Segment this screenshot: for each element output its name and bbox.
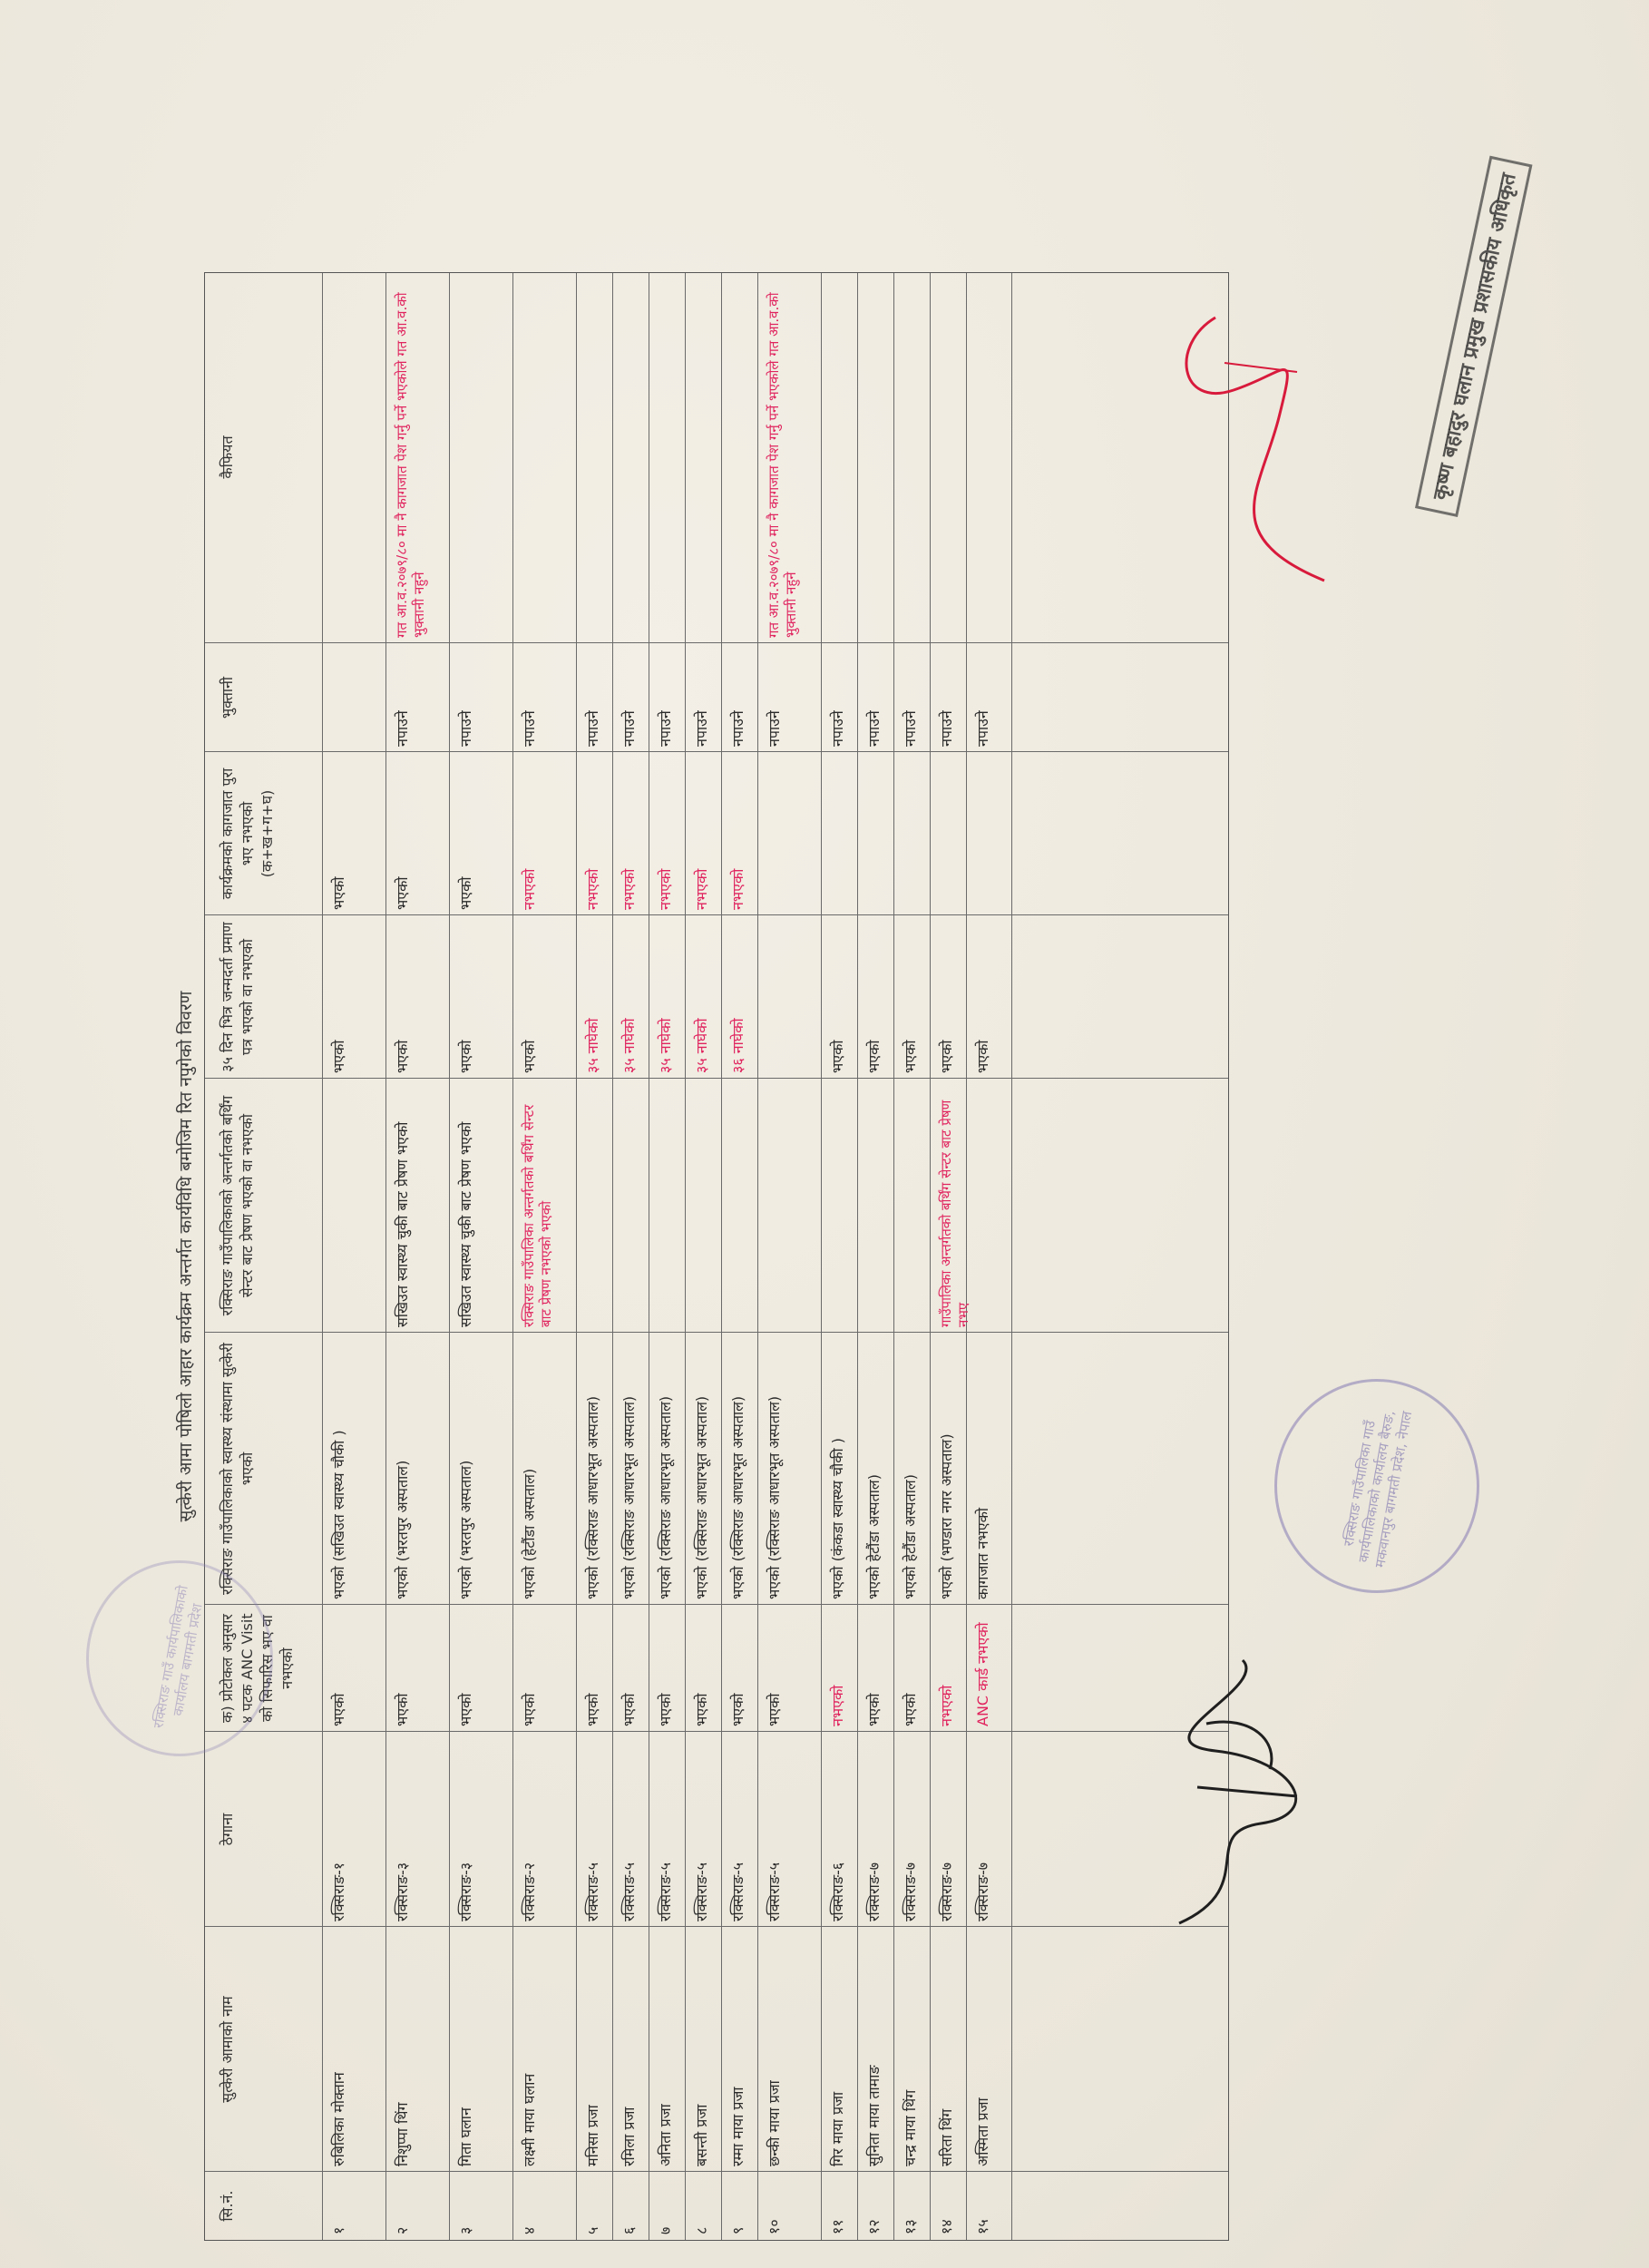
table-cell-hosp: भएको (भण्डारा नगर अस्पताल) xyxy=(938,1433,955,1599)
table-header-cell: ३५ दिन भित्र जन्मदर्ता प्रमाण पत्र भएको वा नभएको xyxy=(219,922,256,1072)
red-signature xyxy=(1161,308,1379,599)
table-cell-sn: २ xyxy=(394,2226,411,2234)
table-cell-hosp: भएको हेटौंडा अस्पताल) xyxy=(902,1474,919,1599)
table-cell-birth: भएको xyxy=(394,1040,411,1073)
table-cell-birth: भएको xyxy=(902,1040,919,1073)
table-cell-name: सुनिता माया तामाङ xyxy=(865,2065,883,2166)
table-row xyxy=(450,273,513,2240)
table-cell-anc: भएको xyxy=(729,1693,746,1726)
table-header-cell: सि.नं. xyxy=(219,2190,236,2222)
table-cell-addr: रक्सिराङ-३ xyxy=(394,1862,411,1921)
table-cell-hosp: कागजात नभएको xyxy=(974,1507,991,1599)
table-cell-anc: भएको xyxy=(865,1693,883,1726)
table-cell-sn: ४ xyxy=(521,2226,538,2234)
table-cell-docs: नभएको xyxy=(521,868,538,910)
table-cell-birth: ३५ नाघेको xyxy=(693,1018,710,1073)
table-row xyxy=(513,273,577,2240)
table-cell-birth: भएको xyxy=(457,1040,474,1073)
table-cell-pay: नपाउने xyxy=(938,710,955,747)
officer-rect-stamp: कृष्ण बहादुर घलान प्रमुख प्रशासकीय अधिकृत xyxy=(1415,155,1533,516)
table-cell-docs: नभएको xyxy=(657,868,674,910)
table-cell-addr: रक्सिराङ-२ xyxy=(521,1862,538,1921)
table-cell-anc: नभएको xyxy=(829,1685,846,1726)
table-cell-sn: ९ xyxy=(729,2226,746,2234)
table-cell-addr: रक्सिराङ-७ xyxy=(974,1862,991,1921)
table-cell-addr: रक्सिराङ-५ xyxy=(766,1862,783,1921)
table-cell-addr: रक्सिराङ-७ xyxy=(938,1862,955,1921)
table-row xyxy=(686,273,722,2240)
table-header-cell: सुत्केरी आमाको नाम xyxy=(219,1996,236,2103)
table-cell-name: रमिला प्रजा xyxy=(620,2107,638,2166)
table-cell-birth: भएको xyxy=(829,1040,846,1073)
table-cell-sn: ११ xyxy=(829,2219,846,2234)
table-cell-anc: भएको xyxy=(521,1693,538,1726)
table-row xyxy=(722,273,758,2240)
table-cell-pay: नपाउने xyxy=(729,710,746,747)
table-cell-pay: नपाउने xyxy=(657,710,674,747)
office-round-stamp-right: रक्सिराङ गाउँपालिका गाउँ कार्यपालिकाको कार्यालय बैरुङ, मकवानपुर बागमती प्रदेश, नेपाल xyxy=(1274,1379,1479,1593)
table-cell-birth: ३५ नाघेको xyxy=(657,1018,674,1073)
table-row xyxy=(822,273,858,2240)
table-cell-hosp: भएको (सखिउत स्वास्थ्य चौकी ) xyxy=(330,1430,347,1599)
table-cell-addr: रक्सिराङ-५ xyxy=(657,1862,674,1921)
table-cell-ref: रक्सिराङ गाउँपालिका अन्तर्गतको बर्थिंग सेन्टर बाट प्रेषण नभएको भएको xyxy=(521,1104,554,1327)
document-title: सुत्केरी आमा पोषिलो आहार कार्यक्रम अन्तर्गत कार्यविधि बमोजिम रित नपुगेको विवरण xyxy=(176,991,196,1522)
table-cell-pay: नपाउने xyxy=(829,710,846,747)
table-cell-anc: भएको xyxy=(902,1693,919,1726)
table-cell-hosp: भएको (रक्सिराङ आधारभूत अस्पताल) xyxy=(693,1395,710,1599)
table-row xyxy=(894,273,931,2240)
table-cell-anc: भएको xyxy=(394,1693,411,1726)
table-cell-name: गिता घलान xyxy=(457,2107,474,2166)
table-cell-addr: रक्सिराङ-५ xyxy=(620,1862,638,1921)
table-cell-pay: नपाउने xyxy=(394,710,411,747)
table-cell-pay: नपाउने xyxy=(902,710,919,747)
table-cell-name: रुबिलिका मोक्तान xyxy=(330,2072,347,2166)
table-cell-anc: नभएको xyxy=(938,1685,955,1726)
table-cell-anc: भएको xyxy=(657,1693,674,1726)
table-cell-pay: नपाउने xyxy=(584,710,601,747)
table-cell-sn: १ xyxy=(330,2226,347,2234)
table-header-cell: क) प्रोटोकल अनुसार ४ पटक ANC Visit को सिफारिस भए वा नभएको xyxy=(219,1613,296,1724)
black-signature xyxy=(1161,1651,1315,1941)
table-header-row xyxy=(205,273,323,2240)
table-cell-name: चन्द्र माया थिंग xyxy=(902,2089,919,2166)
table-header-cell: कार्यक्रमको कागजात पुरा भए नभएको (क+ख+ग+घ) xyxy=(219,767,276,900)
table-cell-hosp: भएको (भरतपुर अस्पताल) xyxy=(457,1460,474,1599)
table-row xyxy=(758,273,822,2240)
table-row xyxy=(386,273,450,2240)
table-row xyxy=(323,273,386,2240)
office-round-stamp-left: रक्सिराङ गाउँ कार्यपालिकाको कार्यालय बागमती प्रदेश xyxy=(86,1560,273,1756)
table-cell-birth: ३५ नाघेको xyxy=(584,1018,601,1073)
table-row xyxy=(967,273,1012,2240)
table-cell-hosp: भएको (हेटौंडा अस्पताल) xyxy=(521,1468,538,1599)
table-cell-sn: ३ xyxy=(457,2226,474,2234)
table-cell-anc: भएको xyxy=(693,1693,710,1726)
table-header-cell: रक्सिराङ गाउँपालिकाको अन्तर्गतको बर्थिंग सेन्टर बाट प्रेषण भएको वा नभएको xyxy=(219,1095,256,1316)
table-cell-birth: भएको xyxy=(330,1040,347,1073)
table-row xyxy=(858,273,894,2240)
table-cell-name: रम्मा माया प्रजा xyxy=(729,2087,746,2166)
table-row xyxy=(613,273,649,2240)
table-cell-birth: भएको xyxy=(521,1040,538,1073)
table-row xyxy=(931,273,971,2240)
table-cell-addr: रक्सिराङ-१ xyxy=(330,1862,347,1921)
table-cell-birth: भएको xyxy=(865,1040,883,1073)
table-cell-docs: नभएको xyxy=(693,868,710,910)
table-cell-sn: ६ xyxy=(620,2226,638,2234)
table-cell-hosp: भएको (रक्सिराङ आधारभूत अस्पताल) xyxy=(584,1395,601,1599)
table-cell-ref: सखिउत स्वास्थ्य चुकी बाट प्रेषण भएको xyxy=(394,1121,411,1327)
table-cell-sn: ७ xyxy=(657,2226,674,2234)
table-cell-name: गिर माया प्रजा xyxy=(829,2091,846,2166)
table-cell-name: अनिता प्रजा xyxy=(657,2104,674,2166)
table-cell-name: निशुप्पा थिंग xyxy=(394,2102,411,2166)
table-cell-hosp: भएको (रक्सिराङ आधारभूत अस्पताल) xyxy=(657,1395,674,1599)
table-cell-hosp: भएको (रक्सिराङ आधारभूत अस्पताल) xyxy=(620,1395,638,1599)
table-header-cell: रक्सिराङ गाउँपालिकाको स्वास्थ्य संस्थामा सुत्केरी भएको xyxy=(219,1343,256,1595)
table-cell-anc: भएको xyxy=(457,1693,474,1726)
table-cell-ref: सखिउत स्वास्थ्य चुकी बाट प्रेषण भएको xyxy=(457,1121,474,1327)
table-cell-name: सरिता थिंग xyxy=(938,2108,955,2166)
table-cell-name: अस्मिता प्रजा xyxy=(974,2097,991,2166)
table-cell-hosp: भएको (भरतपुर अस्पताल) xyxy=(394,1460,411,1599)
summary-table xyxy=(204,272,1229,2241)
table-cell-birth: ३५ नाघेको xyxy=(620,1018,638,1073)
table-cell-hosp: भएको (रक्सिराङ आधारभूत अस्पताल) xyxy=(729,1395,746,1599)
table-cell-addr: रक्सिराङ-७ xyxy=(865,1862,883,1921)
table-cell-hosp: भएको (कंकडा स्वास्थ्य चौकी ) xyxy=(829,1438,846,1599)
table-cell-name: बसन्ती प्रजा xyxy=(693,2104,710,2166)
table-cell-pay: नपाउने xyxy=(865,710,883,747)
table-cell-pay: नपाउने xyxy=(766,710,783,747)
table-cell-addr: रक्सिराङ-३ xyxy=(457,1862,474,1921)
table-cell-docs: भएको xyxy=(457,876,474,910)
table-cell-birth: भएको xyxy=(938,1040,955,1073)
table-row xyxy=(577,273,613,2240)
table-cell-docs: भएको xyxy=(330,876,347,910)
table-cell-addr: रक्सिराङ-७ xyxy=(902,1862,919,1921)
table-cell-sn: १० xyxy=(766,2219,783,2234)
table-cell-pay: नपाउने xyxy=(693,710,710,747)
table-cell-note: गत आ.व.२०७९/८० मा नै कागजात पेश गर्नु पर्ने भएकोले गत आ.व.को भुक्तानी नहुने xyxy=(394,292,427,638)
table-header-cell: भुक्तानी xyxy=(219,676,236,719)
table-cell-pay: नपाउने xyxy=(521,710,538,747)
table-cell-pay: नपाउने xyxy=(457,710,474,747)
table-cell-birth: भएको xyxy=(974,1040,991,1073)
table-cell-addr: रक्सिराङ-६ xyxy=(829,1862,846,1921)
table-cell-docs: नभएको xyxy=(620,868,638,910)
table-cell-sn: १४ xyxy=(938,2219,955,2234)
table-cell-note: गत आ.व.२०७९/८० मा नै कागजात पेश गर्नु पर्ने भएकोले गत आ.व.को भुक्तानी नहुने xyxy=(766,292,799,638)
table-cell-anc: ANC कार्ड नभएको xyxy=(974,1622,991,1726)
table-cell-addr: रक्सिराङ-५ xyxy=(584,1862,601,1921)
table-cell-sn: ५ xyxy=(584,2226,601,2234)
table-cell-docs: नभएको xyxy=(729,868,746,910)
table-cell-ref: गाउँपालिका अन्तर्गतको बर्थिंग सेन्टर बाट प्रेषण नभए xyxy=(938,1100,971,1327)
table-cell-birth: ३६ नाघेको xyxy=(729,1018,746,1073)
table-cell-sn: १३ xyxy=(902,2219,919,2234)
table-cell-docs: भएको xyxy=(394,876,411,910)
table-cell-hosp: भएको (रक्सिराङ आधारभूत अस्पताल) xyxy=(766,1395,783,1599)
table-cell-hosp: भएको हेटौंडा अस्पताल) xyxy=(865,1474,883,1599)
table-cell-addr: रक्सिराङ-५ xyxy=(693,1862,710,1921)
table-cell-addr: रक्सिराङ-५ xyxy=(729,1862,746,1921)
document-sheet xyxy=(177,272,1229,2241)
table-cell-pay: नपाउने xyxy=(620,710,638,747)
table-header-cell: ठेगाना xyxy=(219,1813,236,1846)
table-header-cell: कैफियत xyxy=(219,435,236,479)
table-cell-sn: १२ xyxy=(865,2219,883,2234)
table-cell-name: लक्ष्मी माया घलान xyxy=(521,2073,538,2166)
table-cell-anc: भएको xyxy=(584,1693,601,1726)
table-cell-pay: नपाउने xyxy=(974,710,991,747)
table-cell-sn: ८ xyxy=(693,2226,710,2234)
table-cell-sn: १५ xyxy=(974,2219,991,2234)
table-cell-anc: भएको xyxy=(766,1693,783,1726)
table-cell-name: मनिसा प्रजा xyxy=(584,2105,601,2166)
table-cell-anc: भएको xyxy=(330,1693,347,1726)
table-row xyxy=(649,273,686,2240)
table-cell-docs: नभएको xyxy=(584,868,601,910)
table-cell-anc: भएको xyxy=(620,1693,638,1726)
table-cell-name: छन्की माया प्रजा xyxy=(766,2080,783,2166)
